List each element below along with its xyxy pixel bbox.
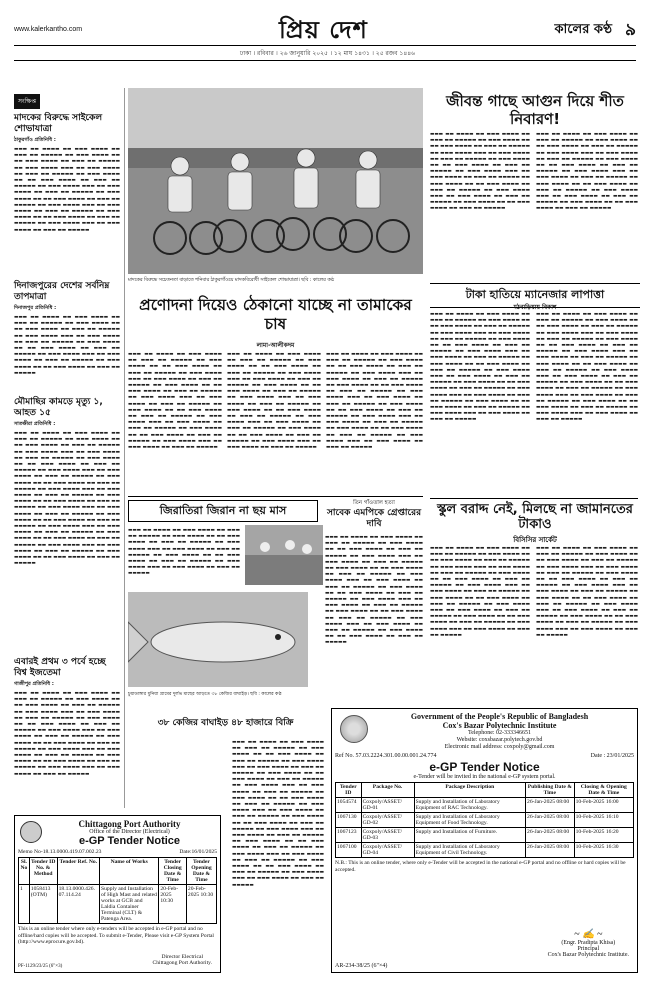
photo-caption: মাদকের বিরুদ্ধে সচেতনতা বাড়াতে শনিবার ঠাকুরগাঁওয়ে মাদকবিরোধী সাইকেল শোভাযাত্রা। ছবি : কালের কণ্ঠ bbox=[128, 278, 335, 283]
article-body: ▬▬▬ ▬▬ ▬▬▬▬ ▬▬ ▬▬▬ ▬▬▬▬ ▬▬ ▬▬▬ ▬▬ ▬▬▬▬▬ ▬▬ ▬▬▬ ▬▬▬▬ ▬▬ ▬▬ ▬▬▬ ▬▬▬▬ ▬▬ ▬▬▬ ▬▬ ▬▬▬▬▬ ▬▬ ▬▬▬ ▬▬▬▬ ▬▬▬ ▬▬ ▬▬▬ ▬▬▬▬ ▬▬ ▬▬▬ ▬▬ ▬▬▬▬▬ ▬▬ ▬▬▬ ▬▬▬▬ ▬▬ ▬▬ ▬▬▬ ▬▬▬▬ ▬▬ ▬▬▬ ▬▬ ▬▬▬▬▬ ▬▬ ▬▬▬ ▬▬▬▬ ▬▬▬ ▬▬ ▬▬▬ ▬▬▬▬ ▬▬ ▬▬▬ ▬▬ ▬▬▬▬▬ bbox=[128, 528, 240, 577]
table-header: Closing & Opening Date & Time bbox=[574, 783, 633, 798]
mp-kicker: তিন গাঁওতাল হত্যা bbox=[353, 500, 395, 506]
table-header: Tender ID bbox=[336, 783, 362, 798]
table-cell: 1067130 bbox=[336, 813, 362, 828]
tender-signature-block bbox=[153, 954, 212, 966]
tender-ref-row bbox=[335, 753, 634, 759]
table-header: Tender ID No. & Method bbox=[29, 858, 57, 885]
table-cell: 26-Jan-2025 08:00 bbox=[526, 843, 575, 858]
brief-tag: সংক্ষিপ্ত bbox=[14, 94, 40, 109]
signer-title: Principal bbox=[577, 946, 600, 952]
table-cell: Coxpoly/ASSET/ GD-03 bbox=[361, 828, 414, 843]
header-divider bbox=[14, 60, 636, 61]
tender-ref-no: Ref No. 57.03.2224.301.00.00.001.24.774 bbox=[335, 753, 437, 759]
ad-code: PF-1129/23/25 (6"×3) bbox=[18, 964, 63, 969]
table-cell: 26-Jan-2025 08:00 bbox=[526, 813, 575, 828]
fish-caption: চুয়াডাঙ্গার ধুনিয়া গ্রামের দুর্লভ মাছের আড়তে ৩৮ কেজির বাঘাইড়। ছবি : কালের কণ্ঠ bbox=[128, 692, 282, 697]
table-row bbox=[336, 828, 634, 843]
table-header: Sl. No bbox=[19, 858, 30, 885]
article-body: ▬▬▬ ▬▬ ▬▬▬▬ ▬▬ ▬▬▬ ▬▬▬▬ ▬▬ ▬▬▬ ▬▬ ▬▬▬▬▬ ▬▬ ▬▬▬ ▬▬▬▬ ▬▬ ▬▬ ▬▬▬ ▬▬▬▬ ▬▬ ▬▬▬ ▬▬ ▬▬▬▬▬ ▬▬ ▬▬▬ ▬▬▬▬ ▬▬▬ ▬▬ ▬▬▬ ▬▬▬▬ ▬▬ ▬▬▬ ▬▬ ▬▬▬▬▬ ▬▬ ▬▬▬ ▬▬▬▬ ▬▬ ▬▬ ▬▬▬ ▬▬▬▬ ▬▬ ▬▬▬ ▬▬ ▬▬▬▬▬ ▬▬ ▬▬▬ ▬▬▬▬ ▬▬▬ ▬▬ ▬▬▬ ▬▬▬▬ ▬▬ ▬▬▬ ▬▬ ▬▬▬▬▬ ▬▬ ▬▬▬ ▬▬▬▬ ▬▬ ▬▬ ▬▬▬ ▬▬▬▬ ▬▬ ▬▬▬ ▬▬ ▬▬▬▬▬ ▬▬ ▬▬▬ ▬▬▬▬ ▬▬▬ ▬▬ ▬▬▬ ▬▬▬▬ ▬▬ ▬▬▬ ▬▬ ▬▬▬▬▬ ▬▬ ▬▬▬ ▬▬▬▬ ▬▬ ▬▬ ▬▬▬ ▬▬▬▬ ▬▬ ▬▬▬ ▬▬ ▬▬▬▬▬ ▬▬ ▬▬▬ ▬▬▬▬ ▬▬▬ ▬▬ ▬▬▬ ▬▬▬▬ ▬▬ ▬▬▬ ▬▬ ▬▬▬▬▬ ▬▬ ▬▬▬ ▬▬▬▬ ▬▬ ▬▬ ▬▬▬ ▬▬▬▬ ▬▬ ▬▬▬ ▬▬ ▬▬▬▬▬ ▬▬ ▬▬▬ ▬▬▬▬ ▬▬▬ ▬▬ ▬▬▬ ▬▬▬▬ ▬▬ ▬▬▬ ▬▬ ▬▬▬▬▬ bbox=[536, 312, 638, 423]
headline-manager[interactable]: টাকা হাতিয়ে ম্যানেজার লাপাত্তা bbox=[430, 283, 640, 308]
table-cell: Coxpoly/ASSET/ GD-02 bbox=[361, 813, 414, 828]
table-cell: 20-Feb-2025 10:30 bbox=[159, 885, 187, 924]
table-cell: 26-Jan-2025 08:00 bbox=[526, 828, 575, 843]
headline-jibonto-gach[interactable]: জীবন্ত গাছে আগুন দিয়ে শীত নিবারণ! bbox=[446, 92, 624, 128]
subheadline-manager: মঠবাড়িয়ায় বিকাশ bbox=[513, 304, 557, 311]
brief-body: ▬▬▬ ▬▬ ▬▬▬▬ ▬▬ ▬▬▬ ▬▬▬▬ ▬▬ ▬▬▬ ▬▬ ▬▬▬▬▬ ▬▬ ▬▬▬ ▬▬▬▬ ▬▬ ▬▬ ▬▬▬ ▬▬▬▬ ▬▬ ▬▬▬ ▬▬ ▬▬▬▬▬ ▬▬ ▬▬▬ ▬▬▬▬ ▬▬▬ ▬▬ ▬▬▬ ▬▬▬▬ ▬▬ ▬▬▬ ▬▬ ▬▬▬▬▬ ▬▬ ▬▬▬ ▬▬▬▬ ▬▬ ▬▬ ▬▬▬ ▬▬▬▬ ▬▬ ▬▬▬ ▬▬ ▬▬▬▬▬ ▬▬ ▬▬▬ ▬▬▬▬ ▬▬▬ ▬▬ ▬▬▬ ▬▬▬▬ ▬▬ ▬▬▬ ▬▬ ▬▬▬▬▬ ▬▬ ▬▬▬ ▬▬▬▬ ▬▬ ▬▬ ▬▬▬ ▬▬▬▬ ▬▬ ▬▬▬ ▬▬ ▬▬▬▬▬ bbox=[14, 315, 120, 376]
tender-gov-line: Government of the People's Republic of Bangladesh bbox=[410, 712, 589, 721]
tender-table bbox=[335, 782, 634, 858]
tender-title: e-GP Tender Notice bbox=[78, 835, 181, 847]
brief-byline: সাতক্ষীরা প্রতিনিধি : bbox=[14, 421, 56, 427]
signature-mark: ~ ✍ ~ bbox=[574, 929, 603, 940]
signer-org: Chittagong Port Authority. bbox=[152, 960, 212, 966]
ad-code: AR-234-38/25 (6"×4) bbox=[335, 963, 388, 969]
headline-jira[interactable]: জিরাতিরা জিরান না ছয় মাস bbox=[128, 500, 318, 522]
port-authority-logo-icon bbox=[20, 821, 42, 843]
table-cell: Coxpoly/ASSET/ GD-01 bbox=[361, 798, 414, 813]
article-body: ▬▬▬ ▬▬ ▬▬▬▬ ▬▬ ▬▬▬ ▬▬▬▬ ▬▬ ▬▬▬ ▬▬ ▬▬▬▬▬ ▬▬ ▬▬▬ ▬▬▬▬ ▬▬ ▬▬ ▬▬▬ ▬▬▬▬ ▬▬ ▬▬▬ ▬▬ ▬▬▬▬▬ ▬▬ ▬▬▬ ▬▬▬▬ ▬▬▬ ▬▬ ▬▬▬ ▬▬▬▬ ▬▬ ▬▬▬ ▬▬ ▬▬▬▬▬ ▬▬ ▬▬▬ ▬▬▬▬ ▬▬ ▬▬ ▬▬▬ ▬▬▬▬ ▬▬ ▬▬▬ ▬▬ ▬▬▬▬▬ ▬▬ ▬▬▬ ▬▬▬▬ ▬▬▬ ▬▬ ▬▬▬ ▬▬▬▬ ▬▬ ▬▬▬ ▬▬ ▬▬▬▬▬ ▬▬ ▬▬▬ ▬▬▬▬ ▬▬ ▬▬ ▬▬▬ ▬▬▬▬ ▬▬ ▬▬▬ ▬▬ ▬▬▬▬▬ ▬▬ ▬▬▬ ▬▬▬▬ ▬▬▬ ▬▬ ▬▬▬ ▬▬▬▬ ▬▬ ▬▬▬ ▬▬ ▬▬▬▬▬ ▬▬ ▬▬▬ ▬▬▬▬ ▬▬ ▬▬ ▬▬▬ ▬▬▬▬ ▬▬ ▬▬▬ ▬▬ ▬▬▬▬▬ bbox=[536, 132, 638, 212]
brief-byline: গাজীপুর প্রতিনিধি : bbox=[14, 681, 54, 687]
table-cell: 10-Feb-2025 16:00 bbox=[574, 798, 633, 813]
brief-byline: ঠাকুরগাঁও প্রতিনিধি : bbox=[14, 137, 56, 143]
table-row bbox=[19, 885, 217, 924]
dateline: ঢাকা । রবিবার । ২৬ জানুয়ারি ২০২৫ । ১২ মাঘ ১৪৩১ । ২৫ রজব ১৪৪৬ bbox=[240, 50, 416, 57]
brief-headline: মাদকের বিরুদ্ধে সাইকেল শোভাযাত্রা bbox=[14, 113, 103, 134]
table-cell: 1067123 bbox=[336, 828, 362, 843]
column-divider bbox=[124, 88, 125, 808]
subheadline-school: বিসিসির সার্কেট bbox=[513, 536, 557, 544]
tender-date: Date:16/01/2025 bbox=[179, 849, 217, 855]
newspaper-brand: কালের কণ্ঠ bbox=[554, 22, 612, 37]
table-header: Tender Ref. No. bbox=[57, 858, 99, 885]
article-body: ▬▬▬ ▬▬ ▬▬▬▬ ▬▬ ▬▬▬ ▬▬▬▬ ▬▬ ▬▬▬ ▬▬ ▬▬▬▬▬ ▬▬ ▬▬▬ ▬▬▬▬ ▬▬ ▬▬ ▬▬▬ ▬▬▬▬ ▬▬ ▬▬▬ ▬▬ ▬▬▬▬▬ ▬▬ ▬▬▬ ▬▬▬▬ ▬▬▬ ▬▬ ▬▬▬ ▬▬▬▬ ▬▬ ▬▬▬ ▬▬ ▬▬▬▬▬ ▬▬ ▬▬▬ ▬▬▬▬ ▬▬ ▬▬ ▬▬▬ ▬▬▬▬ ▬▬ ▬▬▬ ▬▬ ▬▬▬▬▬ ▬▬ ▬▬▬ ▬▬▬▬ ▬▬▬ ▬▬ ▬▬▬ ▬▬▬▬ ▬▬ ▬▬▬ ▬▬ ▬▬▬▬▬ ▬▬ ▬▬▬ ▬▬▬▬ ▬▬ ▬▬ ▬▬▬ ▬▬▬▬ ▬▬ ▬▬▬ ▬▬ ▬▬▬▬▬ ▬▬ ▬▬▬ ▬▬▬▬ ▬▬▬ ▬▬ ▬▬▬ ▬▬▬▬ ▬▬ ▬▬▬ ▬▬ ▬▬▬▬▬ ▬▬ ▬▬▬ ▬▬▬▬ ▬▬ ▬▬ ▬▬▬ ▬▬▬▬ ▬▬ ▬▬▬ ▬▬ ▬▬▬▬▬ ▬▬ ▬▬▬ ▬▬▬▬ ▬▬▬ ▬▬ ▬▬▬ ▬▬▬▬ ▬▬ ▬▬▬ ▬▬ ▬▬▬▬▬ bbox=[536, 546, 638, 638]
tender-nb: N.B.: This is an online tender, where only e-Tender will be accepted in the national e-GP portal and no offline or hard copies will be accepted. bbox=[335, 860, 626, 873]
giant-catfish-photo bbox=[128, 592, 308, 687]
brief-headline: মৌমাছির কামড়ে মৃত্যু ১, আহত ১৫ bbox=[14, 397, 103, 418]
tender-website[interactable]: Website: coxsbazar.polytech.gov.bd bbox=[456, 737, 543, 743]
tender-memo: Memo No-18.13.0000.419.07.002.23 bbox=[18, 849, 102, 855]
table-cell: 1058413 (OTM) bbox=[29, 885, 57, 924]
mp-arrest-box bbox=[325, 500, 423, 530]
table-header: Tender Opening Date & Time bbox=[186, 858, 216, 885]
article-body: ▬▬▬ ▬▬ ▬▬▬▬ ▬▬ ▬▬▬ ▬▬▬▬ ▬▬ ▬▬▬ ▬▬ ▬▬▬▬▬ ▬▬ ▬▬▬ ▬▬▬▬ ▬▬ ▬▬ ▬▬▬ ▬▬▬▬ ▬▬ ▬▬▬ ▬▬ ▬▬▬▬▬ ▬▬ ▬▬▬ ▬▬▬▬ ▬▬▬ ▬▬ ▬▬▬ ▬▬▬▬ ▬▬ ▬▬▬ ▬▬ ▬▬▬▬▬ ▬▬ ▬▬▬ ▬▬▬▬ ▬▬ ▬▬ ▬▬▬ ▬▬▬▬ ▬▬ ▬▬▬ ▬▬ ▬▬▬▬▬ ▬▬ ▬▬▬ ▬▬▬▬ ▬▬▬ ▬▬ ▬▬▬ ▬▬▬▬ ▬▬ ▬▬▬ ▬▬ ▬▬▬▬▬ ▬▬ ▬▬▬ ▬▬▬▬ ▬▬ ▬▬ ▬▬▬ ▬▬▬▬ ▬▬ ▬▬▬ ▬▬ ▬▬▬▬▬ ▬▬ ▬▬▬ ▬▬▬▬ ▬▬▬ ▬▬ ▬▬▬ ▬▬▬▬ ▬▬ ▬▬▬ ▬▬ ▬▬▬▬▬ ▬▬ ▬▬▬ ▬▬▬▬ ▬▬ ▬▬ ▬▬▬ ▬▬▬▬ ▬▬ ▬▬▬ ▬▬ ▬▬▬▬▬ ▬▬ ▬▬▬ ▬▬▬▬ ▬▬▬ ▬▬ ▬▬▬ ▬▬▬▬ ▬▬ ▬▬▬ ▬▬ ▬▬▬▬▬ bbox=[430, 546, 530, 638]
government-emblem-icon bbox=[340, 715, 368, 743]
tender-note: e-Tender will be invited in the national e-GP system portal. bbox=[413, 774, 556, 780]
signer-org: Cox's Bazar Polytechnic Institute. bbox=[547, 952, 629, 958]
table-header: Package Description bbox=[414, 783, 525, 798]
article-body: ▬▬▬ ▬▬ ▬▬▬▬ ▬▬ ▬▬▬ ▬▬▬▬ ▬▬ ▬▬▬ ▬▬ ▬▬▬▬▬ ▬▬ ▬▬▬ ▬▬▬▬ ▬▬ ▬▬ ▬▬▬ ▬▬▬▬ ▬▬ ▬▬▬ ▬▬ ▬▬▬▬▬ ▬▬ ▬▬▬ ▬▬▬▬ ▬▬▬ ▬▬ ▬▬▬ ▬▬▬▬ ▬▬ ▬▬▬ ▬▬ ▬▬▬▬▬ ▬▬ ▬▬▬ ▬▬▬▬ ▬▬ ▬▬ ▬▬▬ ▬▬▬▬ ▬▬ ▬▬▬ ▬▬ ▬▬▬▬▬ ▬▬ ▬▬▬ ▬▬▬▬ ▬▬▬ ▬▬ ▬▬▬ ▬▬▬▬ ▬▬ ▬▬▬ ▬▬ ▬▬▬▬▬ ▬▬ ▬▬▬ ▬▬▬▬ ▬▬ ▬▬ ▬▬▬ ▬▬▬▬ ▬▬ ▬▬▬ ▬▬ ▬▬▬▬▬ ▬▬ ▬▬▬ ▬▬▬▬ ▬▬▬ ▬▬ ▬▬▬ ▬▬▬▬ ▬▬ ▬▬▬ ▬▬ ▬▬▬▬▬ ▬▬ ▬▬▬ ▬▬▬▬ ▬▬ ▬▬ ▬▬▬ ▬▬▬▬ ▬▬ ▬▬▬ ▬▬ ▬▬▬▬▬ ▬▬ ▬▬▬ ▬▬▬▬ ▬▬▬ ▬▬ ▬▬▬ ▬▬▬▬ ▬▬ ▬▬▬ ▬▬ ▬▬▬▬▬ bbox=[326, 352, 423, 451]
table-cell: Supply and Installation of Laboratory Equipment of Food Technology. bbox=[414, 813, 525, 828]
table-header: Publishing Date & Time bbox=[526, 783, 575, 798]
table-cell: Supply and Installation of High Mast and related works at GCB and Laldia Container Terminal (CLT) & Patenga Area. bbox=[101, 886, 157, 922]
table-row bbox=[336, 843, 634, 858]
brief-body: ▬▬▬ ▬▬ ▬▬▬▬ ▬▬ ▬▬▬ ▬▬▬▬ ▬▬ ▬▬▬ ▬▬ ▬▬▬▬▬ ▬▬ ▬▬▬ ▬▬▬▬ ▬▬ ▬▬ ▬▬▬ ▬▬▬▬ ▬▬ ▬▬▬ ▬▬ ▬▬▬▬▬ ▬▬ ▬▬▬ ▬▬▬▬ ▬▬▬ ▬▬ ▬▬▬ ▬▬▬▬ ▬▬ ▬▬▬ ▬▬ ▬▬▬▬▬ ▬▬ ▬▬▬ ▬▬▬▬ ▬▬ ▬▬ ▬▬▬ ▬▬▬▬ ▬▬ ▬▬▬ ▬▬ ▬▬▬▬▬ ▬▬ ▬▬▬ ▬▬▬▬ ▬▬▬ ▬▬ ▬▬▬ ▬▬▬▬ ▬▬ ▬▬▬ ▬▬ ▬▬▬▬▬ ▬▬ ▬▬▬ ▬▬▬▬ ▬▬ ▬▬ ▬▬▬ ▬▬▬▬ ▬▬ ▬▬▬ ▬▬ ▬▬▬▬▬ ▬▬ ▬▬▬ ▬▬▬▬ ▬▬▬ ▬▬ ▬▬▬ ▬▬▬▬ ▬▬ ▬▬▬ ▬▬ ▬▬▬▬▬ ▬▬ ▬▬▬ ▬▬▬▬ ▬▬ ▬▬ ▬▬▬ ▬▬▬▬ ▬▬ ▬▬▬ ▬▬ ▬▬▬▬▬ ▬▬ ▬▬▬ ▬▬▬▬ ▬▬▬ ▬▬ ▬▬▬ ▬▬▬▬ ▬▬ ▬▬▬ ▬▬ ▬▬▬▬▬ ▬▬ ▬▬▬ ▬▬▬▬ ▬▬ ▬▬ ▬▬▬ ▬▬▬▬ ▬▬ ▬▬▬ ▬▬ ▬▬▬▬▬ ▬▬ ▬▬▬ ▬▬▬▬ ▬▬▬ ▬▬ ▬▬▬ ▬▬▬▬ ▬▬ ▬▬▬ ▬▬ ▬▬▬▬▬ ▬▬ ▬▬▬ ▬▬▬▬ ▬▬ ▬▬ ▬▬▬ ▬▬▬▬ ▬▬ ▬▬▬ ▬▬ ▬▬▬▬▬ ▬▬ ▬▬▬ ▬▬▬▬ ▬▬▬ ▬▬ ▬▬▬ ▬▬▬▬ ▬▬ ▬▬▬ ▬▬ ▬▬▬▬▬ ▬▬ ▬▬▬ ▬▬▬▬ ▬▬ ▬▬ ▬▬▬ ▬▬▬▬ ▬▬ ▬▬▬ ▬▬ ▬▬▬▬▬ bbox=[14, 431, 120, 567]
tender-telephone: Telephone: 02-333346651 bbox=[467, 730, 532, 736]
page-section-title: প্রিয় দেশ bbox=[279, 16, 368, 44]
table-header: Name of Works bbox=[100, 858, 159, 885]
tender-nb: This is an online tender where only e-tenders will be accepted in e-GP portal and no offline/hard copies will be accepted. To submit e-Tender, Please visit e-GP System Portal (http://www.eprocure.gov.bd). bbox=[18, 926, 214, 945]
table-cell: Coxpoly/ASSET/ GD-04 bbox=[361, 843, 414, 858]
table-header: Package No. bbox=[361, 783, 414, 798]
table-cell: Supply and Installation of Laboratory Equipment of RAC Technology. bbox=[414, 798, 525, 813]
table-cell: 1054574 bbox=[336, 798, 362, 813]
table-cell: 10-Feb-2025 16:10 bbox=[574, 813, 633, 828]
page-number: ৯ bbox=[624, 20, 636, 40]
jira-workers-photo bbox=[245, 525, 323, 585]
tender-signature-block bbox=[548, 929, 629, 958]
tender-institute: Cox's Bazar Polytechnic Institute bbox=[442, 721, 557, 730]
table-header: Tender Closing Date & Time bbox=[159, 858, 187, 885]
article-body: ▬▬▬ ▬▬ ▬▬▬▬ ▬▬ ▬▬▬ ▬▬▬▬ ▬▬ ▬▬▬ ▬▬ ▬▬▬▬▬ ▬▬ ▬▬▬ ▬▬▬▬ ▬▬ ▬▬ ▬▬▬ ▬▬▬▬ ▬▬ ▬▬▬ ▬▬ ▬▬▬▬▬ ▬▬ ▬▬▬ ▬▬▬▬ ▬▬▬ ▬▬ ▬▬▬ ▬▬▬▬ ▬▬ ▬▬▬ ▬▬ ▬▬▬▬▬ ▬▬ ▬▬▬ ▬▬▬▬ ▬▬ ▬▬ ▬▬▬ ▬▬▬▬ ▬▬ ▬▬▬ ▬▬ ▬▬▬▬▬ ▬▬ ▬▬▬ ▬▬▬▬ ▬▬▬ ▬▬ ▬▬▬ ▬▬▬▬ ▬▬ ▬▬▬ ▬▬ ▬▬▬▬▬ ▬▬ ▬▬▬ ▬▬▬▬ ▬▬ ▬▬ ▬▬▬ ▬▬▬▬ ▬▬ ▬▬▬ ▬▬ ▬▬▬▬▬ ▬▬ ▬▬▬ ▬▬▬▬ ▬▬▬ ▬▬ ▬▬▬ ▬▬▬▬ ▬▬ ▬▬▬ ▬▬ ▬▬▬▬▬ ▬▬ ▬▬▬ ▬▬▬▬ ▬▬ ▬▬ ▬▬▬ ▬▬▬▬ ▬▬ ▬▬▬ ▬▬ ▬▬▬▬▬ bbox=[430, 132, 530, 212]
tender-date: Date : 23/01/2025 bbox=[590, 753, 634, 759]
signer-title: Director Electrical bbox=[161, 954, 203, 960]
tender-email[interactable]: Electronic mail address: coxpoly@gmail.com bbox=[444, 744, 555, 750]
table-cell: 20-Feb-2025 10:30 bbox=[186, 885, 216, 924]
tender-title: e-GP Tender Notice bbox=[429, 760, 540, 774]
tender-table bbox=[18, 857, 217, 924]
article-body: ▬▬▬ ▬▬ ▬▬▬▬ ▬▬ ▬▬▬ ▬▬▬▬ ▬▬ ▬▬▬ ▬▬ ▬▬▬▬▬ ▬▬ ▬▬▬ ▬▬▬▬ ▬▬ ▬▬ ▬▬▬ ▬▬▬▬ ▬▬ ▬▬▬ ▬▬ ▬▬▬▬▬ ▬▬ ▬▬▬ ▬▬▬▬ ▬▬▬ ▬▬ ▬▬▬ ▬▬▬▬ ▬▬ ▬▬▬ ▬▬ ▬▬▬▬▬ ▬▬ ▬▬▬ ▬▬▬▬ ▬▬ ▬▬ ▬▬▬ ▬▬▬▬ ▬▬ ▬▬▬ ▬▬ ▬▬▬▬▬ ▬▬ ▬▬▬ ▬▬▬▬ ▬▬▬ ▬▬ ▬▬▬ ▬▬▬▬ ▬▬ ▬▬▬ ▬▬ ▬▬▬▬▬ ▬▬ ▬▬▬ ▬▬▬▬ ▬▬ ▬▬ ▬▬▬ ▬▬▬▬ ▬▬ ▬▬▬ ▬▬ ▬▬▬▬▬ ▬▬ ▬▬▬ ▬▬▬▬ ▬▬▬ ▬▬ ▬▬▬ ▬▬▬▬ ▬▬ ▬▬▬ ▬▬ ▬▬▬▬▬ ▬▬ ▬▬▬ ▬▬▬▬ ▬▬ ▬▬ ▬▬▬ ▬▬▬▬ ▬▬ ▬▬▬ ▬▬ ▬▬▬▬▬ ▬▬ ▬▬▬ ▬▬▬▬ ▬▬▬ ▬▬ ▬▬▬ ▬▬▬▬ ▬▬ ▬▬▬ ▬▬ ▬▬▬▬▬ bbox=[227, 352, 321, 451]
headline-tobacco[interactable]: প্রণোদনা দিয়েও ঠেকানো যাচ্ছে না তামাকের চাষ bbox=[139, 296, 412, 333]
brief-body: ▬▬▬ ▬▬ ▬▬▬▬ ▬▬ ▬▬▬ ▬▬▬▬ ▬▬ ▬▬▬ ▬▬ ▬▬▬▬▬ ▬▬ ▬▬▬ ▬▬▬▬ ▬▬ ▬▬ ▬▬▬ ▬▬▬▬ ▬▬ ▬▬▬ ▬▬ ▬▬▬▬▬ ▬▬ ▬▬▬ ▬▬▬▬ ▬▬▬ ▬▬ ▬▬▬ ▬▬▬▬ ▬▬ ▬▬▬ ▬▬ ▬▬▬▬▬ ▬▬ ▬▬▬ ▬▬▬▬ ▬▬ ▬▬ ▬▬▬ ▬▬▬▬ ▬▬ ▬▬▬ ▬▬ ▬▬▬▬▬ ▬▬ ▬▬▬ ▬▬▬▬ ▬▬▬ ▬▬ ▬▬▬ ▬▬▬▬ ▬▬ ▬▬▬ ▬▬ ▬▬▬▬▬ ▬▬ ▬▬▬ ▬▬▬▬ ▬▬ ▬▬ ▬▬▬ ▬▬▬▬ ▬▬ ▬▬▬ ▬▬ ▬▬▬▬▬ ▬▬ ▬▬▬ ▬▬▬▬ ▬▬▬ ▬▬ ▬▬▬ ▬▬▬▬ ▬▬ ▬▬▬ ▬▬ ▬▬▬▬▬ ▬▬ ▬▬▬ ▬▬▬▬ ▬▬ ▬▬ ▬▬▬ ▬▬▬▬ ▬▬ ▬▬▬ ▬▬ ▬▬▬▬▬ ▬▬ ▬▬▬ ▬▬▬▬ ▬▬▬ ▬▬ ▬▬▬ ▬▬▬▬ ▬▬ ▬▬▬ ▬▬ ▬▬▬▬▬ bbox=[14, 147, 120, 233]
table-cell: 1067100 bbox=[336, 843, 362, 858]
table-cell: 26-Jan-2025 08:00 bbox=[526, 798, 575, 813]
section-divider bbox=[430, 498, 638, 499]
table-row bbox=[336, 798, 634, 813]
site-url[interactable]: www.kalerkantho.com bbox=[14, 26, 83, 33]
signer-name: (Engr. Pradipta Khisa) bbox=[561, 940, 616, 946]
brief-body: ▬▬▬ ▬▬ ▬▬▬▬ ▬▬ ▬▬▬ ▬▬▬▬ ▬▬ ▬▬▬ ▬▬ ▬▬▬▬▬ ▬▬ ▬▬▬ ▬▬▬▬ ▬▬ ▬▬ ▬▬▬ ▬▬▬▬ ▬▬ ▬▬▬ ▬▬ ▬▬▬▬▬ ▬▬ ▬▬▬ ▬▬▬▬ ▬▬▬ ▬▬ ▬▬▬ ▬▬▬▬ ▬▬ ▬▬▬ ▬▬ ▬▬▬▬▬ ▬▬ ▬▬▬ ▬▬▬▬ ▬▬ ▬▬ ▬▬▬ ▬▬▬▬ ▬▬ ▬▬▬ ▬▬ ▬▬▬▬▬ ▬▬ ▬▬▬ ▬▬▬▬ ▬▬▬ ▬▬ ▬▬▬ ▬▬▬▬ ▬▬ ▬▬▬ ▬▬ ▬▬▬▬▬ ▬▬ ▬▬▬ ▬▬▬▬ ▬▬ ▬▬ ▬▬▬ ▬▬▬▬ ▬▬ ▬▬▬ ▬▬ ▬▬▬▬▬ ▬▬ ▬▬▬ ▬▬▬▬ ▬▬▬ ▬▬ ▬▬▬ ▬▬▬▬ ▬▬ ▬▬▬ ▬▬ ▬▬▬▬▬ ▬▬ ▬▬▬ ▬▬▬▬ ▬▬ ▬▬ ▬▬▬ ▬▬▬▬ ▬▬ ▬▬▬ ▬▬ ▬▬▬▬▬ ▬▬ ▬▬▬ ▬▬▬▬ ▬▬▬ ▬▬ ▬▬▬ ▬▬▬▬ ▬▬ ▬▬▬ ▬▬ ▬▬▬▬▬ bbox=[14, 691, 120, 777]
table-row bbox=[336, 813, 634, 828]
article-body: ▬▬▬ ▬▬ ▬▬▬▬ ▬▬ ▬▬▬ ▬▬▬▬ ▬▬ ▬▬▬ ▬▬ ▬▬▬▬▬ ▬▬ ▬▬▬ ▬▬▬▬ ▬▬ ▬▬ ▬▬▬ ▬▬▬▬ ▬▬ ▬▬▬ ▬▬ ▬▬▬▬▬ ▬▬ ▬▬▬ ▬▬▬▬ ▬▬▬ ▬▬ ▬▬▬ ▬▬▬▬ ▬▬ ▬▬▬ ▬▬ ▬▬▬▬▬ ▬▬ ▬▬▬ ▬▬▬▬ ▬▬ ▬▬ ▬▬▬ ▬▬▬▬ ▬▬ ▬▬▬ ▬▬ ▬▬▬▬▬ ▬▬ ▬▬▬ ▬▬▬▬ ▬▬▬ ▬▬ ▬▬▬ ▬▬▬▬ ▬▬ ▬▬▬ ▬▬ ▬▬▬▬▬ ▬▬ ▬▬▬ ▬▬▬▬ ▬▬ ▬▬ ▬▬▬ ▬▬▬▬ ▬▬ ▬▬▬ ▬▬ ▬▬▬▬▬ ▬▬ ▬▬▬ ▬▬▬▬ ▬▬▬ ▬▬ ▬▬▬ ▬▬▬▬ ▬▬ ▬▬▬ ▬▬ ▬▬▬▬▬ ▬▬ ▬▬▬ ▬▬▬▬ ▬▬ ▬▬ ▬▬▬ ▬▬▬▬ ▬▬ ▬▬▬ ▬▬ ▬▬▬▬▬ ▬▬ ▬▬▬ ▬▬▬▬ ▬▬▬ ▬▬ ▬▬▬ ▬▬▬▬ ▬▬ ▬▬▬ ▬▬ ▬▬▬▬▬ ▬▬ ▬▬▬ ▬▬▬▬ ▬▬ ▬▬ ▬▬▬ ▬▬▬▬ ▬▬ ▬▬▬ ▬▬ ▬▬▬▬▬ bbox=[325, 535, 423, 646]
subheadline-tobacco: লামা-আলীকদম bbox=[256, 342, 295, 349]
table-cell: 10-Feb-2025 16:30 bbox=[574, 843, 633, 858]
headline-fish[interactable]: ৩৮ কেজির বাঘাইড় ৪৮ হাজারে বিক্রি bbox=[157, 718, 294, 728]
table-cell: 18.13.0000.426. 07.114.24 bbox=[57, 885, 99, 924]
article-body: ▬▬▬ ▬▬ ▬▬▬▬ ▬▬ ▬▬▬ ▬▬▬▬ ▬▬ ▬▬▬ ▬▬ ▬▬▬▬▬ ▬▬ ▬▬▬ ▬▬▬▬ ▬▬ ▬▬ ▬▬▬ ▬▬▬▬ ▬▬ ▬▬▬ ▬▬ ▬▬▬▬▬ ▬▬ ▬▬▬ ▬▬▬▬ ▬▬▬ ▬▬ ▬▬▬ ▬▬▬▬ ▬▬ ▬▬▬ ▬▬ ▬▬▬▬▬ ▬▬ ▬▬▬ ▬▬▬▬ ▬▬ ▬▬ ▬▬▬ ▬▬▬▬ ▬▬ ▬▬▬ ▬▬ ▬▬▬▬▬ ▬▬ ▬▬▬ ▬▬▬▬ ▬▬▬ ▬▬ ▬▬▬ ▬▬▬▬ ▬▬ ▬▬▬ ▬▬ ▬▬▬▬▬ ▬▬ ▬▬▬ ▬▬▬▬ ▬▬ ▬▬ ▬▬▬ ▬▬▬▬ ▬▬ ▬▬▬ ▬▬ ▬▬▬▬▬ ▬▬ ▬▬▬ ▬▬▬▬ ▬▬▬ ▬▬ ▬▬▬ ▬▬▬▬ ▬▬ ▬▬▬ ▬▬ ▬▬▬▬▬ ▬▬ ▬▬▬ ▬▬▬▬ ▬▬ ▬▬ ▬▬▬ ▬▬▬▬ ▬▬ ▬▬▬ ▬▬ ▬▬▬▬▬ ▬▬ ▬▬▬ ▬▬▬▬ ▬▬▬ ▬▬ ▬▬▬ ▬▬▬▬ ▬▬ ▬▬▬ ▬▬ ▬▬▬▬▬ ▬▬ ▬▬▬ ▬▬▬▬ ▬▬ ▬▬ ▬▬▬ ▬▬▬▬ ▬▬ ▬▬▬ ▬▬ ▬▬▬▬▬ ▬▬ ▬▬▬ ▬▬▬▬ ▬▬▬ ▬▬ ▬▬▬ ▬▬▬▬ ▬▬ ▬▬▬ ▬▬ ▬▬▬▬▬ bbox=[430, 312, 530, 423]
article-body: ▬▬▬ ▬▬ ▬▬▬▬ ▬▬ ▬▬▬ ▬▬▬▬ ▬▬ ▬▬▬ ▬▬ ▬▬▬▬▬ ▬▬ ▬▬▬ ▬▬▬▬ ▬▬ ▬▬ ▬▬▬ ▬▬▬▬ ▬▬ ▬▬▬ ▬▬ ▬▬▬▬▬ ▬▬ ▬▬▬ ▬▬▬▬ ▬▬▬ ▬▬ ▬▬▬ ▬▬▬▬ ▬▬ ▬▬▬ ▬▬ ▬▬▬▬▬ ▬▬ ▬▬▬ ▬▬▬▬ ▬▬ ▬▬ ▬▬▬ ▬▬▬▬ ▬▬ ▬▬▬ ▬▬ ▬▬▬▬▬ ▬▬ ▬▬▬ ▬▬▬▬ ▬▬▬ ▬▬ ▬▬▬ ▬▬▬▬ ▬▬ ▬▬▬ ▬▬ ▬▬▬▬▬ ▬▬ ▬▬▬ ▬▬▬▬ ▬▬ ▬▬ ▬▬▬ ▬▬▬▬ ▬▬ ▬▬▬ ▬▬ ▬▬▬▬▬ ▬▬ ▬▬▬ ▬▬▬▬ ▬▬▬ ▬▬ ▬▬▬ ▬▬▬▬ ▬▬ ▬▬▬ ▬▬ ▬▬▬▬▬ ▬▬ ▬▬▬ ▬▬▬▬ ▬▬ ▬▬ ▬▬▬ ▬▬▬▬ ▬▬ ▬▬▬ ▬▬ ▬▬▬▬▬ ▬▬ ▬▬▬ ▬▬▬▬ ▬▬▬ ▬▬ ▬▬▬ ▬▬▬▬ ▬▬ ▬▬▬ ▬▬ ▬▬▬▬▬ bbox=[128, 352, 222, 451]
section-divider bbox=[128, 496, 423, 497]
headline-mp-arrest[interactable]: সাবেক এমপিকে গ্রেপ্তারের দাবি bbox=[326, 508, 422, 529]
table-cell: 1 bbox=[19, 885, 30, 924]
table-cell: Supply and Installation of Furniture. bbox=[414, 828, 525, 843]
tender-memo-row bbox=[18, 849, 217, 855]
brief-headline: দিনাজপুরের দেশের সর্বনিম্ন তাপমাত্রা bbox=[14, 281, 110, 302]
tender-office: Office of the Director (Electrical) bbox=[89, 829, 170, 835]
tender-org: Chittagong Port Authority bbox=[78, 819, 181, 829]
masthead bbox=[14, 12, 636, 46]
brief-headline: এবারই প্রথম ৩ পর্বে হচ্ছে বিশ্ব ইজতেমা bbox=[14, 657, 106, 678]
article-body: ▬▬▬ ▬▬ ▬▬▬▬ ▬▬ ▬▬▬ ▬▬▬▬ ▬▬ ▬▬▬ ▬▬ ▬▬▬▬▬ ▬▬ ▬▬▬ ▬▬▬▬ ▬▬ ▬▬ ▬▬▬ ▬▬▬▬ ▬▬ ▬▬▬ ▬▬ ▬▬▬▬▬ ▬▬ ▬▬▬ ▬▬▬▬ ▬▬▬ ▬▬ ▬▬▬ ▬▬▬▬ ▬▬ ▬▬▬ ▬▬ ▬▬▬▬▬ ▬▬ ▬▬▬ ▬▬▬▬ ▬▬ ▬▬ ▬▬▬ ▬▬▬▬ ▬▬ ▬▬▬ ▬▬ ▬▬▬▬▬ ▬▬ ▬▬▬ ▬▬▬▬ ▬▬▬ ▬▬ ▬▬▬ ▬▬▬▬ ▬▬ ▬▬▬ ▬▬ ▬▬▬▬▬ ▬▬ ▬▬▬ ▬▬▬▬ ▬▬ ▬▬ ▬▬▬ ▬▬▬▬ ▬▬ ▬▬▬ ▬▬ ▬▬▬▬▬ ▬▬ ▬▬▬ ▬▬▬▬ ▬▬▬ ▬▬ ▬▬▬ ▬▬▬▬ ▬▬ ▬▬▬ ▬▬ ▬▬▬▬▬ ▬▬ ▬▬▬ ▬▬▬▬ ▬▬ ▬▬ ▬▬▬ ▬▬▬▬ ▬▬ ▬▬▬ ▬▬ ▬▬▬▬▬ ▬▬ ▬▬▬ ▬▬▬▬ ▬▬▬ ▬▬ ▬▬▬ ▬▬▬▬ ▬▬ ▬▬▬ ▬▬ ▬▬▬▬▬ ▬▬ ▬▬▬ ▬▬▬▬ ▬▬ ▬▬ ▬▬▬ ▬▬▬▬ ▬▬ ▬▬▬ ▬▬ ▬▬▬▬▬ ▬▬ ▬▬▬ ▬▬▬▬ ▬▬▬ ▬▬ ▬▬▬ ▬▬▬▬ ▬▬ ▬▬▬ ▬▬ ▬▬▬▬▬ ▬▬ ▬▬▬ ▬▬▬▬ ▬▬ ▬▬ ▬▬▬ ▬▬▬▬ ▬▬ ▬▬▬ ▬▬ ▬▬▬▬▬ ▬▬ ▬▬▬ ▬▬▬▬ ▬▬▬ ▬▬ ▬▬▬ ▬▬▬▬ ▬▬ ▬▬▬ ▬▬ ▬▬▬▬▬ bbox=[232, 740, 324, 888]
table-cell: 10-Feb-2025 16:20 bbox=[574, 828, 633, 843]
coxs-bazar-tender-notice bbox=[331, 708, 638, 973]
headline-school[interactable]: স্কুল বরাদ্দ নেই, মিলছে না জামানতের টাকাও bbox=[437, 502, 633, 532]
brief-byline: দিনাজপুর প্রতিনিধি : bbox=[14, 305, 57, 311]
cycling-rally-photo bbox=[128, 88, 423, 274]
table-cell: Supply and Installation of Laboratory Equipment of Civil Technology. bbox=[414, 843, 525, 858]
chittagong-port-tender-notice bbox=[14, 815, 221, 973]
